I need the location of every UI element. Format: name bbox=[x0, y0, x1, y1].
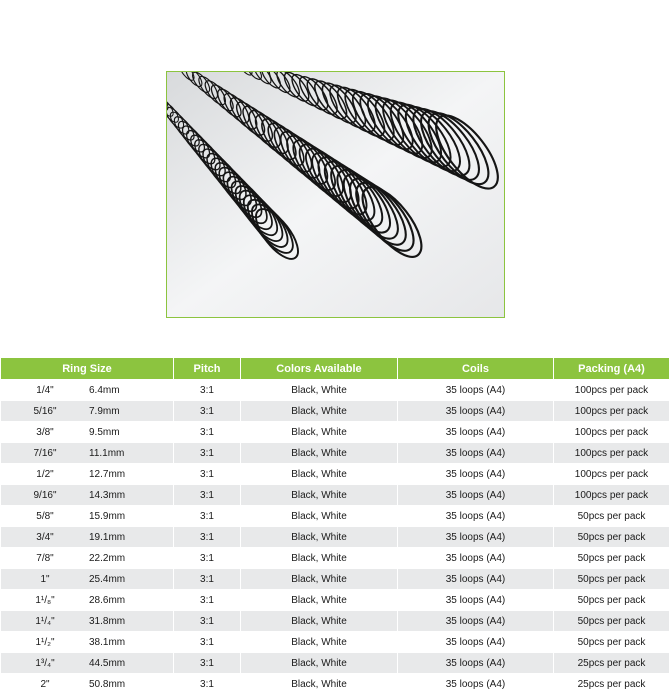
packing-cell: 50pcs per pack bbox=[554, 527, 669, 548]
pitch-cell: 3:1 bbox=[174, 674, 240, 695]
pitch-cell: 3:1 bbox=[174, 422, 240, 443]
ring-size-inch: 7/16" bbox=[33, 447, 57, 459]
coils-cell: 35 loops (A4) bbox=[398, 548, 553, 569]
ring-size-inch: 1" bbox=[40, 573, 50, 585]
ring-size-mm: 38.1mm bbox=[89, 636, 126, 648]
pitch-cell: 3:1 bbox=[174, 611, 240, 632]
ring-size-inch: 5/8" bbox=[36, 510, 54, 522]
ring-size-mm: 9.5mm bbox=[89, 426, 120, 438]
pitch-cell: 3:1 bbox=[174, 590, 240, 611]
ring-size-inch: 1/4" bbox=[36, 384, 54, 396]
table-row bbox=[1, 485, 669, 506]
pitch-cell: 3:1 bbox=[174, 548, 240, 569]
packing-cell: 50pcs per pack bbox=[554, 590, 669, 611]
colors-cell: Black, White bbox=[241, 401, 397, 422]
ring-size-cell bbox=[1, 380, 173, 401]
colors-cell: Black, White bbox=[241, 611, 397, 632]
black-spiral-coils-image bbox=[167, 72, 504, 317]
colors-cell: Black, White bbox=[241, 548, 397, 569]
pitch-cell: 3:1 bbox=[174, 443, 240, 464]
pitch-cell: 3:1 bbox=[174, 653, 240, 674]
coils-cell: 35 loops (A4) bbox=[398, 632, 553, 653]
ring-size-inch: 5/16" bbox=[33, 405, 57, 417]
table-row bbox=[1, 674, 669, 695]
coils-cell: 35 loops (A4) bbox=[398, 569, 553, 590]
coils-cell: 35 loops (A4) bbox=[398, 590, 553, 611]
pitch-cell: 3:1 bbox=[174, 506, 240, 527]
table-row bbox=[1, 464, 669, 485]
table-row bbox=[1, 506, 669, 527]
ring-size-mm: 7.9mm bbox=[89, 405, 120, 417]
coils-cell: 35 loops (A4) bbox=[398, 485, 553, 506]
ring-size-mm: 44.5mm bbox=[89, 657, 126, 669]
ring-size-mm: 22.2mm bbox=[89, 552, 126, 564]
coils-cell: 35 loops (A4) bbox=[398, 464, 553, 485]
pitch-cell: 3:1 bbox=[174, 464, 240, 485]
packing-cell: 25pcs per pack bbox=[554, 653, 669, 674]
table-row bbox=[1, 569, 669, 590]
ring-size-inch: 3/4" bbox=[36, 531, 54, 543]
ring-size-inch: 2" bbox=[40, 678, 50, 690]
ring-size-inch: 1¹/₄" bbox=[35, 615, 55, 627]
packing-cell: 100pcs per pack bbox=[554, 443, 669, 464]
ring-size-mm: 28.6mm bbox=[89, 594, 126, 606]
ring-size-cell bbox=[1, 464, 173, 485]
table-row bbox=[1, 527, 669, 548]
ring-size-cell bbox=[1, 590, 173, 611]
pitch-cell: 3:1 bbox=[174, 632, 240, 653]
colors-cell: Black, White bbox=[241, 590, 397, 611]
ring-size-cell bbox=[1, 422, 173, 443]
packing-cell: 100pcs per pack bbox=[554, 485, 669, 506]
ring-size-mm: 11.1mm bbox=[89, 447, 125, 459]
ring-size-mm: 50.8mm bbox=[89, 678, 126, 690]
packing-cell: 100pcs per pack bbox=[554, 422, 669, 443]
pitch-cell: 3:1 bbox=[174, 569, 240, 590]
ring-size-inch: 1³/₄" bbox=[35, 657, 55, 669]
colors-cell: Black, White bbox=[241, 443, 397, 464]
table-row bbox=[1, 590, 669, 611]
ring-size-inch: 1/2" bbox=[36, 468, 54, 480]
packing-cell: 100pcs per pack bbox=[554, 401, 669, 422]
ring-size-cell bbox=[1, 653, 173, 674]
packing-cell: 50pcs per pack bbox=[554, 506, 669, 527]
coils-cell: 35 loops (A4) bbox=[398, 422, 553, 443]
ring-size-cell bbox=[1, 401, 173, 422]
ring-size-mm: 6.4mm bbox=[89, 384, 120, 396]
coils-cell: 35 loops (A4) bbox=[398, 443, 553, 464]
colors-cell: Black, White bbox=[241, 632, 397, 653]
ring-size-inch: 9/16" bbox=[33, 489, 57, 501]
table-row bbox=[1, 443, 669, 464]
ring-size-mm: 19.1mm bbox=[89, 531, 126, 543]
header-pitch: Pitch bbox=[174, 358, 240, 380]
colors-cell: Black, White bbox=[241, 527, 397, 548]
colors-cell: Black, White bbox=[241, 506, 397, 527]
table-row bbox=[1, 548, 669, 569]
ring-size-cell bbox=[1, 485, 173, 506]
header-colors-available: Colors Available bbox=[241, 358, 397, 380]
colors-cell: Black, White bbox=[241, 674, 397, 695]
coils-cell: 35 loops (A4) bbox=[398, 401, 553, 422]
packing-cell: 50pcs per pack bbox=[554, 632, 669, 653]
table-row bbox=[1, 380, 669, 401]
packing-cell: 50pcs per pack bbox=[554, 548, 669, 569]
ring-size-cell bbox=[1, 611, 173, 632]
ring-size-inch: 1¹/₈" bbox=[35, 594, 55, 606]
ring-size-mm: 25.4mm bbox=[89, 573, 126, 585]
header-coils: Coils bbox=[398, 358, 553, 380]
colors-cell: Black, White bbox=[241, 464, 397, 485]
packing-cell: 100pcs per pack bbox=[554, 380, 669, 401]
ring-size-mm: 12.7mm bbox=[89, 468, 126, 480]
coils-cell: 35 loops (A4) bbox=[398, 527, 553, 548]
table-header-row bbox=[1, 358, 669, 380]
ring-size-cell bbox=[1, 569, 173, 590]
ring-size-cell bbox=[1, 527, 173, 548]
spec-table bbox=[0, 358, 669, 695]
coils-cell: 35 loops (A4) bbox=[398, 611, 553, 632]
pitch-cell: 3:1 bbox=[174, 401, 240, 422]
table-row bbox=[1, 401, 669, 422]
colors-cell: Black, White bbox=[241, 422, 397, 443]
coils-cell: 35 loops (A4) bbox=[398, 674, 553, 695]
table-row bbox=[1, 653, 669, 674]
ring-size-mm: 14.3mm bbox=[89, 489, 126, 501]
ring-size-inch: 1¹/₂" bbox=[35, 636, 55, 648]
pitch-cell: 3:1 bbox=[174, 485, 240, 506]
ring-size-cell bbox=[1, 632, 173, 653]
table-row bbox=[1, 422, 669, 443]
pitch-cell: 3:1 bbox=[174, 527, 240, 548]
packing-cell: 50pcs per pack bbox=[554, 611, 669, 632]
packing-cell: 25pcs per pack bbox=[554, 674, 669, 695]
ring-size-cell bbox=[1, 443, 173, 464]
coils-cell: 35 loops (A4) bbox=[398, 380, 553, 401]
packing-cell: 50pcs per pack bbox=[554, 569, 669, 590]
ring-size-inch: 7/8" bbox=[36, 552, 54, 564]
ring-size-cell bbox=[1, 548, 173, 569]
colors-cell: Black, White bbox=[241, 380, 397, 401]
header-packing: Packing (A4) bbox=[554, 358, 669, 380]
ring-size-mm: 15.9mm bbox=[89, 510, 126, 522]
table-row bbox=[1, 611, 669, 632]
colors-cell: Black, White bbox=[241, 485, 397, 506]
ring-size-inch: 3/8" bbox=[36, 426, 54, 438]
coils-cell: 35 loops (A4) bbox=[398, 506, 553, 527]
product-photo bbox=[166, 71, 505, 318]
table-row bbox=[1, 632, 669, 653]
packing-cell: 100pcs per pack bbox=[554, 464, 669, 485]
ring-size-cell bbox=[1, 674, 173, 695]
header-ring-size: Ring Size bbox=[1, 358, 173, 380]
coils-cell: 35 loops (A4) bbox=[398, 653, 553, 674]
colors-cell: Black, White bbox=[241, 569, 397, 590]
colors-cell: Black, White bbox=[241, 653, 397, 674]
ring-size-mm: 31.8mm bbox=[89, 615, 126, 627]
pitch-cell: 3:1 bbox=[174, 380, 240, 401]
ring-size-cell bbox=[1, 506, 173, 527]
